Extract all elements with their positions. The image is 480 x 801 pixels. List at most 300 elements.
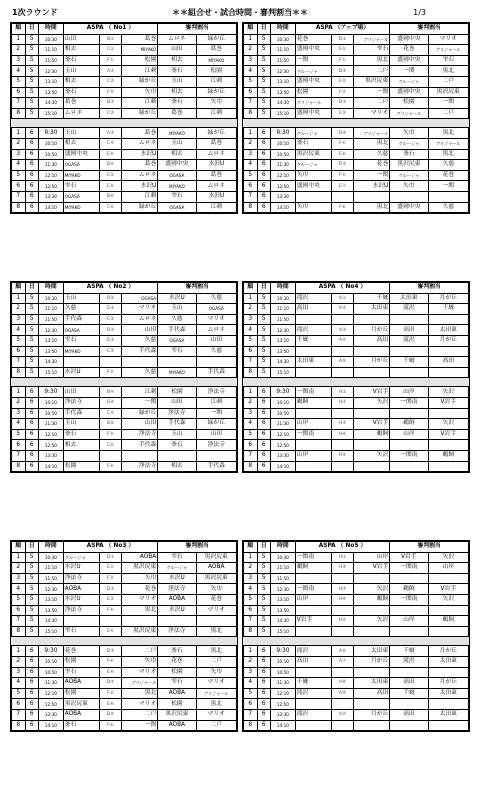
match-no: 7 (12, 357, 26, 368)
match-day: 6 (257, 408, 271, 419)
home-team: 松園 (63, 461, 99, 472)
match-day: 5 (257, 34, 271, 45)
match-code: A① (331, 293, 354, 304)
match-time: 12:10 (271, 429, 296, 440)
match-code: C③ (99, 108, 122, 119)
away-team (354, 440, 390, 451)
match-no: 3 (244, 667, 258, 678)
match-day: 6 (25, 667, 39, 678)
away-team: マリオ (354, 108, 390, 119)
match-time: 15:10 (271, 367, 296, 378)
away-team: 江刺 (122, 98, 158, 109)
match-day: 6 (25, 408, 39, 419)
match-no: 5 (12, 688, 26, 699)
match-day: 6 (257, 160, 271, 171)
table-row (12, 76, 237, 87)
match-day: 5 (25, 563, 39, 574)
away-team: 水沢U (122, 181, 158, 192)
schedule-table (11, 23, 237, 213)
home-team: グルージャ (295, 160, 331, 171)
home-team: 千厩 (295, 678, 331, 689)
away-team: 水沢U (354, 181, 390, 192)
away-team: 松園 (122, 55, 158, 66)
match-code: B⑥ (99, 191, 122, 202)
match-time: 14:30 (271, 616, 296, 627)
away-team: 雫石 (354, 45, 390, 56)
match-day: 6 (25, 440, 39, 451)
match-no: 6 (244, 87, 258, 98)
away-team: 一関 (122, 720, 158, 731)
match-time: 12:50 (271, 181, 296, 192)
referee-1: 玉山 (158, 138, 196, 149)
referee-2: ムロネ (196, 149, 237, 160)
match-code: F④ (99, 656, 122, 667)
match-day: 5 (257, 573, 271, 584)
match-no: 1 (244, 293, 258, 304)
match-day: 5 (25, 314, 39, 325)
referee-2: 一関 (428, 181, 469, 192)
col-no-header: 順 (12, 24, 26, 35)
match-no: 4 (244, 66, 258, 77)
home-team: グルージャ (295, 128, 331, 139)
home-team: 矢巾 (295, 170, 331, 181)
away-team: 浄法寺 (122, 429, 158, 440)
away-team: 黒沢尻東 (122, 563, 158, 574)
referee-2: 江刺 (196, 202, 237, 213)
table-row (244, 45, 469, 56)
referee-1: 一関南 (390, 594, 428, 605)
table-row (244, 408, 469, 419)
home-team (295, 367, 331, 378)
match-code: H④ (331, 429, 354, 440)
match-no: 6 (12, 440, 26, 451)
match-time: 15:10 (39, 367, 64, 378)
match-day: 5 (25, 108, 39, 119)
referee-1: グルージャ (390, 76, 428, 87)
match-no: 2 (12, 656, 26, 667)
match-code: H③ (331, 419, 354, 430)
referee-2: 江刺 (196, 397, 237, 408)
referee-1: 高田 (390, 325, 428, 336)
match-code: A④ (331, 335, 354, 346)
referee-1: 千厩 (390, 357, 428, 368)
referee-1: MIYAKO (158, 181, 196, 192)
col-referee-header: 審判割当 (390, 24, 469, 35)
referee-2 (428, 720, 469, 731)
col-no-header: 順 (244, 283, 258, 294)
referee-2: 一関 (428, 98, 469, 109)
home-team: 鵜飼 (295, 397, 331, 408)
home-team: 花巻 (63, 646, 99, 657)
match-time: 13:10 (271, 594, 296, 605)
match-time: 9:30 (39, 128, 64, 139)
home-team: AOBA (63, 584, 99, 595)
table-row (244, 202, 469, 213)
referee-1 (158, 357, 196, 368)
home-team: 盛岡中央 (295, 181, 331, 192)
referee-1: 釜石 (158, 440, 196, 451)
away-team: 矢巾 (122, 656, 158, 667)
match-code: H② (331, 397, 354, 408)
day-separator (244, 378, 469, 387)
match-day: 6 (25, 429, 39, 440)
match-no: 5 (12, 335, 26, 346)
match-time: 13:30 (271, 450, 296, 461)
match-no: 2 (12, 138, 26, 149)
match-time: 14:30 (39, 616, 64, 627)
referee-2: 月が丘 (428, 646, 469, 657)
match-code: D② (99, 584, 122, 595)
away-team: 月が丘 (354, 709, 390, 720)
away-team: 緑が丘 (122, 408, 158, 419)
col-time-header: 時間 (39, 24, 64, 35)
col-no-header: 順 (12, 542, 26, 553)
match-no: 7 (244, 98, 258, 109)
match-no: 2 (12, 397, 26, 408)
referee-2: AOBA (196, 563, 237, 574)
home-team: 一関南 (295, 584, 331, 595)
referee-2: 緑が丘 (196, 419, 237, 430)
referee-2: 千厩 (428, 304, 469, 315)
away-team: 花巻 (354, 160, 390, 171)
match-no: 8 (244, 626, 258, 637)
match-time: 13:30 (39, 450, 64, 461)
col-day-header: 日 (257, 542, 271, 553)
match-no: 4 (12, 160, 26, 171)
referee-2 (428, 346, 469, 357)
away-team: 黒北 (354, 202, 390, 213)
match-time: 15:10 (39, 626, 64, 637)
home-team: V岩手 (295, 616, 331, 627)
match-code: D③ (331, 98, 354, 109)
home-team: 盛岡中央 (295, 45, 331, 56)
match-code: C④ (99, 138, 122, 149)
table-row (244, 397, 469, 408)
match-no: 1 (244, 552, 258, 563)
table-row (12, 314, 237, 325)
match-time: 10:50 (39, 667, 64, 678)
match-day: 6 (25, 160, 39, 171)
home-team: 釜石 (63, 87, 99, 98)
away-team: 黒沢尻東 (122, 626, 158, 637)
match-code (331, 667, 354, 678)
home-team: 高田 (295, 304, 331, 315)
referee-1 (390, 314, 428, 325)
referee-1: 太田東 (390, 293, 428, 304)
referee-1 (390, 346, 428, 357)
table-row (12, 626, 237, 637)
home-team (295, 667, 331, 678)
match-time: 12:10 (271, 688, 296, 699)
home-team: 滝沢 (295, 293, 331, 304)
referee-1 (390, 699, 428, 710)
referee-1: 山田 (158, 45, 196, 56)
referee-1: 釜石 (390, 149, 428, 160)
away-team: 矢沢 (354, 397, 390, 408)
away-team: 花巻 (122, 584, 158, 595)
match-time: 13:50 (271, 346, 296, 357)
table-row (244, 419, 469, 430)
table-row (12, 108, 237, 119)
away-team (354, 191, 390, 202)
match-time: 12:50 (271, 699, 296, 710)
table-row (12, 656, 237, 667)
match-day: 6 (25, 387, 39, 398)
referee-1: 矢巾 (390, 128, 428, 139)
match-time: 12:10 (271, 170, 296, 181)
home-team: 松園 (63, 688, 99, 699)
referee-1 (390, 605, 428, 616)
match-day: 6 (257, 699, 271, 710)
referee-1 (390, 667, 428, 678)
match-day: 5 (257, 584, 271, 595)
referee-1 (390, 367, 428, 378)
match-no: 8 (12, 202, 26, 213)
table-row (12, 191, 237, 202)
home-team: 矢巾 (295, 202, 331, 213)
match-no: 7 (244, 191, 258, 202)
match-code (331, 626, 354, 637)
home-team: 釜石 (63, 55, 99, 66)
home-team: 雫石 (63, 335, 99, 346)
match-day: 6 (257, 646, 271, 657)
match-no: 6 (12, 181, 26, 192)
match-no: 7 (12, 616, 26, 627)
home-team: 黒沢尻東 (63, 699, 99, 710)
referee-1: グルージャ (158, 563, 196, 574)
match-code (331, 720, 354, 731)
match-code (99, 450, 122, 461)
home-team: 滝沢 (295, 688, 331, 699)
match-code: D⑤ (331, 160, 354, 171)
match-time: 12:30 (39, 66, 64, 77)
referee-1: 雫石 (158, 678, 196, 689)
home-team (295, 440, 331, 451)
match-day: 5 (257, 563, 271, 574)
referee-2: 雫石 (428, 55, 469, 66)
match-day: 5 (25, 357, 39, 368)
referee-2: 手代森 (196, 461, 237, 472)
referee-1: グルージャ (390, 170, 428, 181)
home-team: 盛岡中央 (295, 108, 331, 119)
home-team: 相去 (63, 440, 99, 451)
referee-2: ブリジャール (428, 138, 469, 149)
match-day: 5 (257, 293, 271, 304)
referee-1: 手代森 (158, 325, 196, 336)
match-code: E① (99, 563, 122, 574)
match-time: 14:30 (39, 357, 64, 368)
home-team (63, 357, 99, 368)
referee-2: 月が丘 (428, 293, 469, 304)
table-row (244, 346, 469, 357)
match-code: B② (99, 293, 122, 304)
away-team: 久慈 (122, 335, 158, 346)
referee-2: 緑が丘 (196, 87, 237, 98)
referee-1: MIYAKO (158, 367, 196, 378)
home-team: OGASA (63, 325, 99, 336)
referee-1: 相去 (158, 461, 196, 472)
home-team (63, 450, 99, 461)
away-team: 矢沢 (354, 616, 390, 627)
table-row (244, 149, 469, 160)
home-team: 相去 (63, 45, 99, 56)
away-team: 矢巾 (122, 87, 158, 98)
table-row (12, 408, 237, 419)
referee-1: 浄法寺 (158, 584, 196, 595)
match-time: 11:10 (271, 45, 296, 56)
referee-1: 釜石 (158, 646, 196, 657)
match-no: 2 (12, 45, 26, 56)
match-time: 11:50 (39, 314, 64, 325)
match-day: 5 (25, 594, 39, 605)
referee-2: マリオ (196, 709, 237, 720)
away-team: 江刺 (122, 191, 158, 202)
referee-1: 水沢U (158, 605, 196, 616)
home-team (295, 720, 331, 731)
match-time: 11:10 (39, 563, 64, 574)
home-team: 葛巻 (63, 98, 99, 109)
match-day: 6 (257, 191, 271, 202)
referee-1 (390, 191, 428, 202)
match-time: 12:50 (271, 440, 296, 451)
match-day: 5 (257, 605, 271, 616)
table-row (244, 314, 469, 325)
referee-1: 高田 (390, 709, 428, 720)
referee-2: 黒北 (428, 149, 469, 160)
match-no: 5 (12, 429, 26, 440)
match-no: 6 (244, 346, 258, 357)
page-title: ＊＊組合せ・試合時間・審判割当＊＊ (172, 8, 308, 17)
match-code: F③ (331, 87, 354, 98)
away-team: 黒北 (354, 138, 390, 149)
referee-2: 松園 (196, 66, 237, 77)
home-team: OGASA (63, 191, 99, 202)
referee-2: 手代森 (196, 367, 237, 378)
referee-2: 花巻 (428, 170, 469, 181)
home-team: OGASA (63, 160, 99, 171)
match-code: F② (99, 573, 122, 584)
table-row (12, 616, 237, 627)
match-day: 6 (25, 678, 39, 689)
table-row (244, 626, 469, 637)
match-code: E① (331, 45, 354, 56)
match-time: 12:50 (39, 699, 64, 710)
match-time: 9:30 (39, 646, 64, 657)
match-code (331, 461, 354, 472)
venue-header: ASPA （ No5 ） (295, 542, 390, 553)
away-team: 一関 (354, 170, 390, 181)
referee-1: ムロネ (158, 34, 196, 45)
referee-1: 相去 (158, 87, 196, 98)
match-day: 6 (25, 149, 39, 160)
referee-2: 黒沢尻東 (196, 573, 237, 584)
home-team (295, 191, 331, 202)
match-no: 5 (244, 76, 258, 87)
referee-2: 太田東 (428, 325, 469, 336)
away-team (354, 605, 390, 616)
referee-1: 相去 (158, 149, 196, 160)
away-team: マリオ (122, 304, 158, 315)
referee-1: 一関 (390, 66, 428, 77)
referee-1: 浄法寺 (158, 408, 196, 419)
home-team: 一関南 (295, 387, 331, 398)
referee-1: 浄法寺 (158, 626, 196, 637)
referee-2: 山田 (196, 429, 237, 440)
referee-1: 手代森 (158, 419, 196, 430)
match-day: 5 (25, 605, 39, 616)
match-time: 10:10 (271, 138, 296, 149)
referee-2: 黒沢尻東 (428, 87, 469, 98)
col-day-header: 日 (25, 283, 39, 294)
match-day: 5 (25, 335, 39, 346)
match-no: 4 (12, 419, 26, 430)
match-code: E⑦ (331, 181, 354, 192)
referee-1: 千厩 (390, 646, 428, 657)
table-row (12, 149, 237, 160)
referee-1 (390, 408, 428, 419)
match-no: 8 (12, 367, 26, 378)
match-time: 10:10 (271, 656, 296, 667)
referee-2: OGASA (196, 304, 237, 315)
match-time: 12:50 (39, 181, 64, 192)
referee-2 (428, 408, 469, 419)
schedule-block-no2 (10, 281, 238, 473)
away-team: 月が丘 (354, 656, 390, 667)
referee-1: 久慈 (158, 314, 196, 325)
away-team: MIYAKO (122, 45, 158, 56)
home-team: MIYAKO (63, 202, 99, 213)
away-team: 黒北 (122, 688, 158, 699)
match-no: 2 (244, 138, 258, 149)
table-row (12, 699, 237, 710)
referee-1 (390, 720, 428, 731)
match-no: 4 (12, 584, 26, 595)
match-time: 11:50 (271, 314, 296, 325)
match-no: 3 (12, 314, 26, 325)
match-code (99, 616, 122, 627)
referee-1: 玉山 (158, 76, 196, 87)
referee-2: 緑が丘 (196, 34, 237, 45)
match-day: 5 (25, 66, 39, 77)
match-code: B③ (99, 325, 122, 336)
match-day: 5 (25, 34, 39, 45)
match-code: F⑥ (99, 720, 122, 731)
home-team: 久慈 (63, 304, 99, 315)
referee-2: 久慈 (196, 293, 237, 304)
referee-2: 鵜飼 (428, 450, 469, 461)
referee-2: 二戸 (196, 656, 237, 667)
away-team: 久慈 (122, 367, 158, 378)
match-code: E④ (99, 667, 122, 678)
match-time: 13:50 (39, 346, 64, 357)
match-day: 5 (257, 335, 271, 346)
referee-1 (390, 461, 428, 472)
table-row (12, 584, 237, 595)
away-team: 高田 (354, 335, 390, 346)
away-team: 太田東 (354, 678, 390, 689)
match-no: 8 (12, 461, 26, 472)
match-no: 3 (244, 573, 258, 584)
referee-1: 水沢U (158, 293, 196, 304)
referee-2: 葛巻 (196, 138, 237, 149)
away-team: マリオ (122, 594, 158, 605)
match-day: 6 (257, 128, 271, 139)
match-time: 14:30 (39, 98, 64, 109)
match-time: 14:10 (271, 202, 296, 213)
match-day: 5 (257, 55, 271, 66)
table-row (244, 709, 469, 720)
home-team: 釜石 (295, 138, 331, 149)
